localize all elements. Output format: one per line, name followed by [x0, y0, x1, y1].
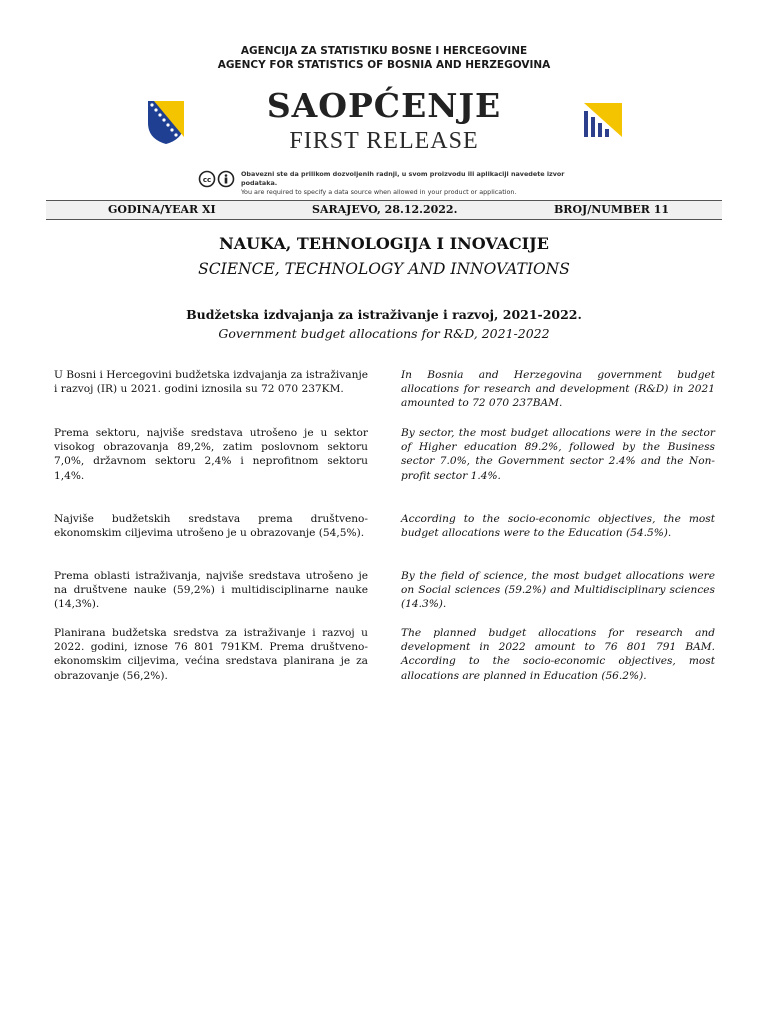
svg-text:cc: cc — [202, 176, 212, 184]
release-title-bs: SAOPĆENJE — [266, 86, 502, 125]
release-title-en: FIRST RELEASE — [289, 128, 479, 154]
paragraph: Planirana budžetska sredstva za istraživanje i razvoj u 2022. godini, iznose 76 801 791KM. Prema društveno-ekonomskim ciljevima, većina sredstava planirana je za obrazovanje (56,2%). — [54, 627, 368, 682]
agency-logo-icon — [580, 101, 624, 139]
agency-name — [0, 44, 768, 72]
release-info-bar — [46, 200, 722, 220]
paragraph: By sector, the most budget allocations were in the sector of Higher education 89.2%, followed by the Business sector 7.0%, the Government sector 2.4% and the Non-profit sector 1.4%. — [401, 427, 715, 482]
notice-bs: Obavezni ste da prilikom dozvoljenih radnji, u svom proizvodu ili aplikaciji navedete izvor podataka. — [241, 170, 565, 187]
creative-commons-icon — [198, 170, 238, 188]
release-subtitle-en: Government budget allocations for R&D, 2021-2022 — [218, 326, 550, 341]
paragraph: Najviše budžetskih sredstava prema društveno-ekonomskim ciljevima utrošeno je u obrazovanje (54,5%). — [54, 513, 368, 540]
agency-name-bs: AGENCIJA ZA STATISTIKU BOSNE I HERCEGOVINE — [240, 45, 528, 57]
agency-name-en: AGENCY FOR STATISTICS OF BOSNIA AND HERZEGOVINA — [217, 59, 551, 71]
paragraph: U Bosni i Hercegovini budžetska izdvajanja za istraživanje i razvoj (IR) u 2021. godini iznosila su 72 070 237KM. — [54, 369, 368, 396]
place-date-label: SARAJEVO, 28.12.2022. — [312, 203, 458, 216]
release-subtitle-bs: Budžetska izdvajanja za istraživanje i razvoj, 2021-2022. — [186, 307, 582, 322]
data-source-notice — [241, 170, 571, 197]
paragraph: By the field of science, the most budget allocations were on Social sciences (59.2%) and Multidisciplinary sciences (14.3%). — [401, 570, 715, 611]
paragraph: In Bosnia and Herzegovina government budget allocations for research and development (R&D) in 2021 amounted to 72 070 237BAM. — [401, 369, 715, 410]
topic-title-en: SCIENCE, TECHNOLOGY AND INNOVATIONS — [198, 260, 570, 278]
topic-title-bs: NAUKA, TEHNOLOGIJA I INOVACIJE — [219, 234, 549, 253]
number-label: BROJ/NUMBER 11 — [554, 203, 670, 216]
paragraph: The planned budget allocations for research and development in 2022 amount to 76 801 791 BAM. According to the socio-economic objectives, most allocations are planned in Education (56.2%). — [401, 627, 715, 682]
paragraph: Prema sektoru, najviše sredstava utrošeno je u sektor visokog obrazovanja 89,2%, zatim poslovnom sektoru 7,0%, državnom sektoru 2,4% i neprofitnom sektoru 1,4%. — [54, 427, 368, 482]
paragraph: Prema oblasti istraživanja, najviše sredstava utrošeno je na društvene nauke (59,2%) i multidisciplinarne nauke (14,3%). — [54, 570, 368, 611]
paragraph: According to the socio-economic objectives, the most budget allocations were to the Education (54.5%). — [401, 513, 715, 540]
notice-en: You are required to specify a data source when allowed in your product or application. — [241, 188, 517, 196]
year-label: GODINA/YEAR XI — [108, 203, 216, 216]
